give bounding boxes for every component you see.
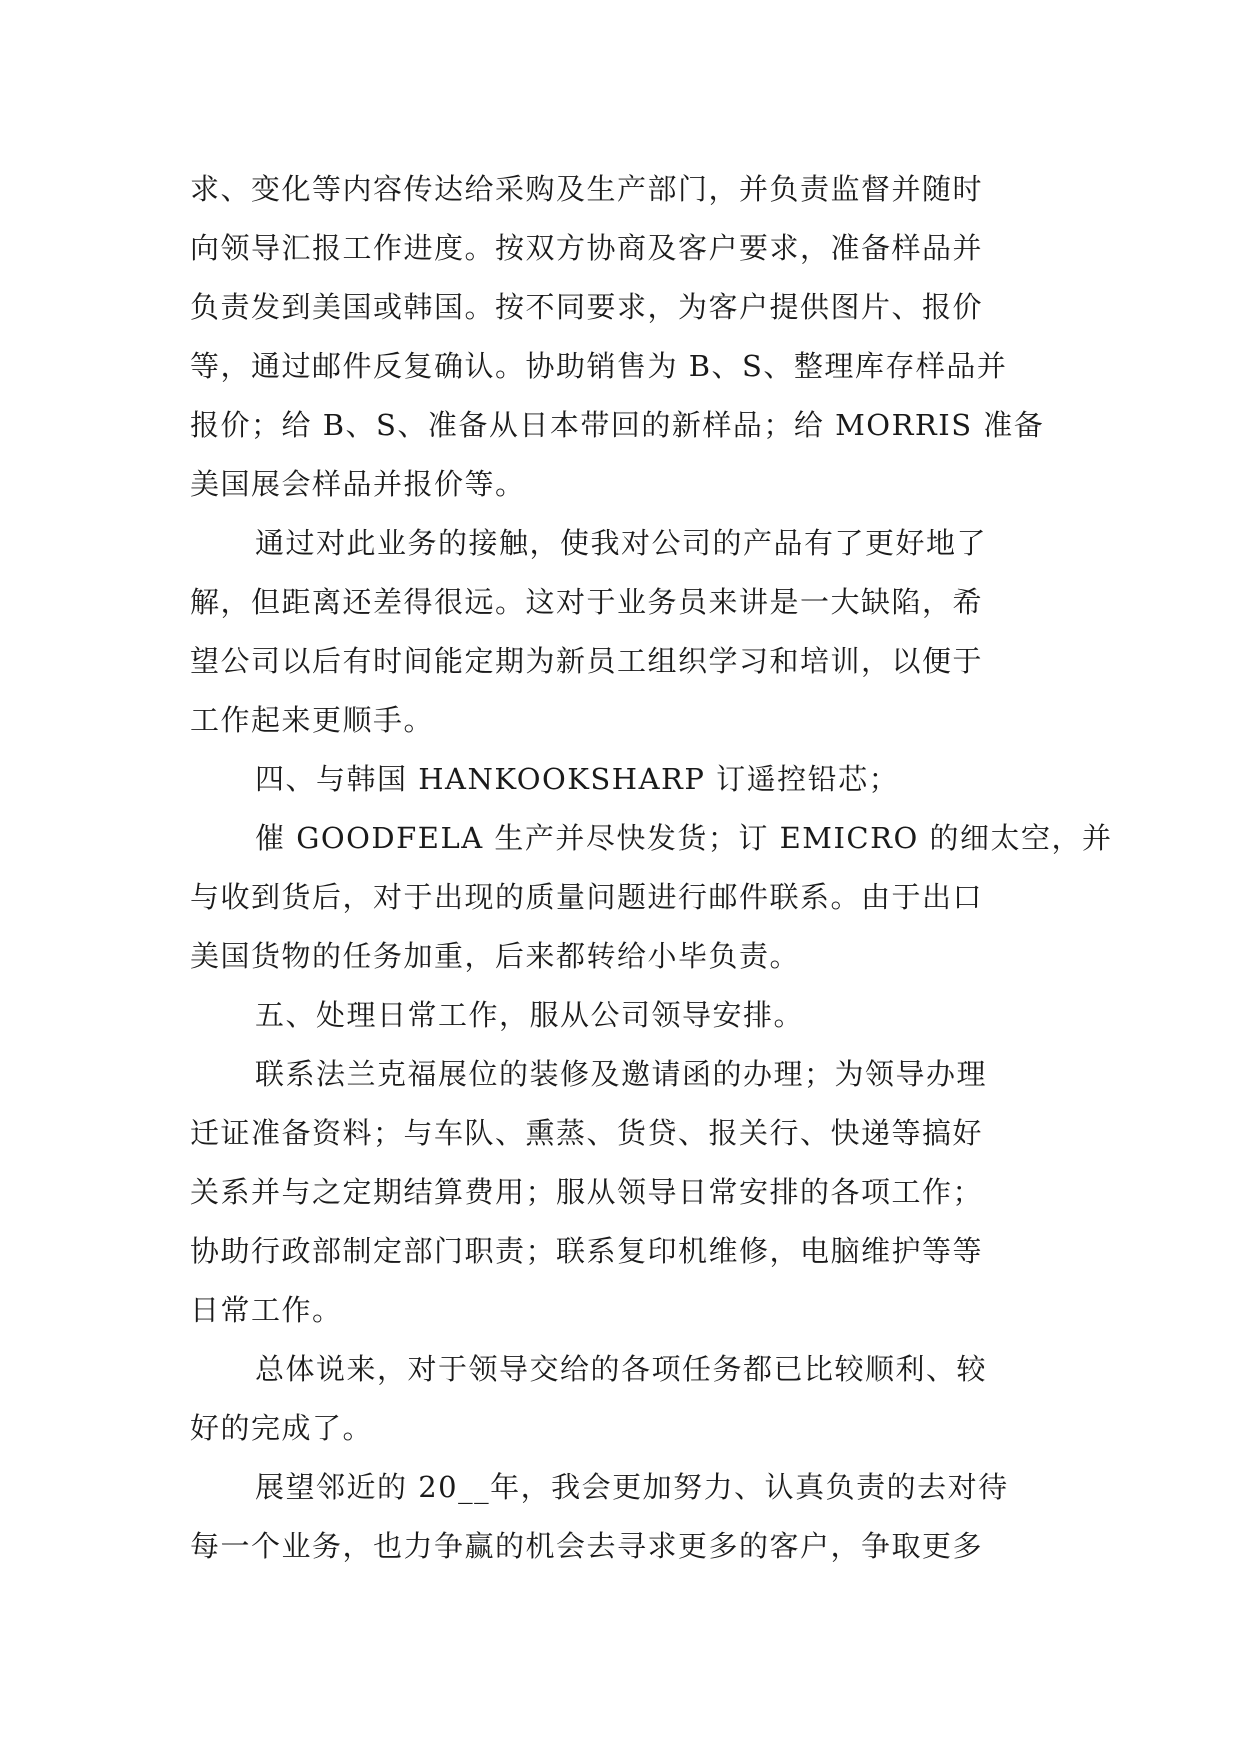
text-line: 负责发到美国或韩国。按不同要求，为客户提供图片、报价 bbox=[190, 290, 984, 324]
paragraph-first-line: 展望邻近的 20__年，我会更加努力、认真负责的去对待 bbox=[255, 1470, 1009, 1504]
text-line: 报价；给 B、S、准备从日本带回的新样品；给 MORRIS 准备 bbox=[190, 408, 1045, 442]
paragraph-first-line: 联系法兰克福展位的装修及邀请函的办理；为领导办理 bbox=[255, 1057, 988, 1091]
text-line: 好的完成了。 bbox=[190, 1411, 374, 1445]
text-line: 美国展会样品并报价等。 bbox=[190, 467, 526, 501]
document-body bbox=[190, 160, 1113, 1576]
section-heading-four: 四、与韩国 HANKOOKSHARP 订遥控铅芯； bbox=[255, 762, 900, 796]
paragraph-first-line: 通过对此业务的接触，使我对公司的产品有了更好地了 bbox=[255, 526, 988, 560]
paragraph-first-line: 总体说来，对于领导交给的各项任务都已比较顺利、较 bbox=[255, 1352, 988, 1386]
text-line: 美国货物的任务加重，后来都转给小毕负责。 bbox=[190, 939, 801, 973]
text-line: 工作起来更顺手。 bbox=[190, 703, 435, 737]
text-line: 日常工作。 bbox=[190, 1293, 343, 1327]
text-line: 求、变化等内容传达给采购及生产部门，并负责监督并随时 bbox=[190, 172, 984, 206]
text-line: 等，通过邮件反复确认。协助销售为 B、S、整理库存样品并 bbox=[190, 349, 1008, 383]
text-line: 向领导汇报工作进度。按双方协商及客户要求，准备样品并 bbox=[190, 231, 984, 265]
section-heading-five: 五、处理日常工作，服从公司领导安排。 bbox=[255, 998, 805, 1032]
text-line: 与收到货后，对于出现的质量问题进行邮件联系。由于出口 bbox=[190, 880, 984, 914]
paragraph-first-line: 催 GOODFELA 生产并尽快发货；订 EMICRO 的细太空，并 bbox=[255, 821, 1113, 855]
text-line: 每一个业务，也力争赢的机会去寻求更多的客户，争取更多 bbox=[190, 1529, 984, 1563]
text-line: 迁证准备资料；与车队、熏蒸、货贷、报关行、快递等搞好 bbox=[190, 1116, 984, 1150]
text-line: 协助行政部制定部门职责；联系复印机维修，电脑维护等等 bbox=[190, 1234, 984, 1268]
text-line: 望公司以后有时间能定期为新员工组织学习和培训，以便于 bbox=[190, 644, 984, 678]
text-line: 解，但距离还差得很远。这对于业务员来讲是一大缺陷，希 bbox=[190, 585, 984, 619]
text-line: 关系并与之定期结算费用；服从领导日常安排的各项工作； bbox=[190, 1175, 984, 1209]
